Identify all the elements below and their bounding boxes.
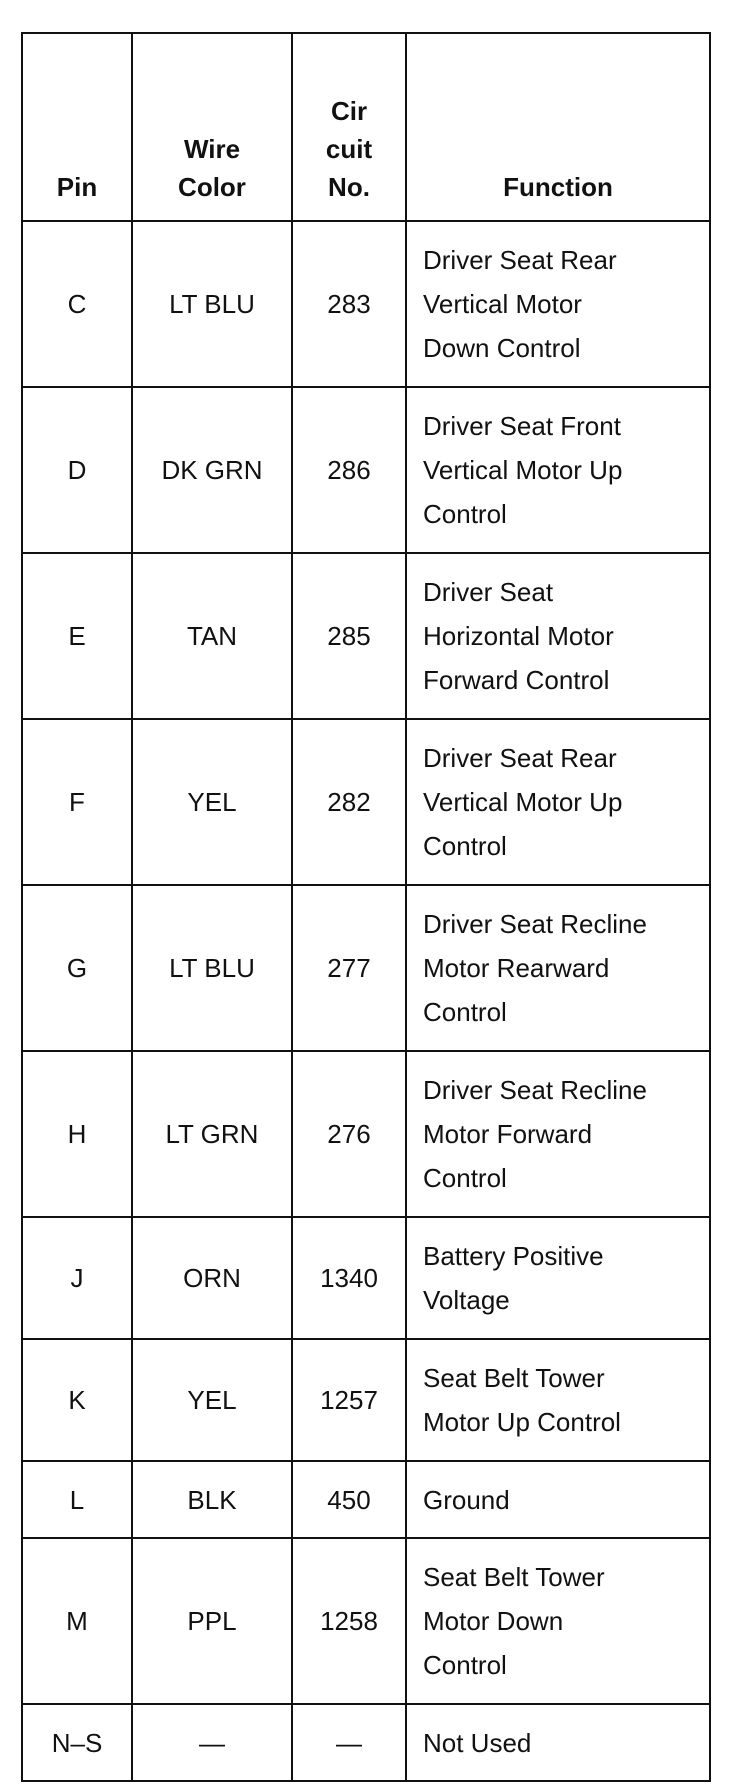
- pin-cell: D: [22, 387, 132, 553]
- circuit-cell: 283: [292, 221, 406, 387]
- wire-color-cell: YEL: [132, 1339, 292, 1461]
- circuit-cell: 286: [292, 387, 406, 553]
- function-cell: Seat Belt Tower Motor Down Control: [406, 1538, 710, 1704]
- circuit-cell: 276: [292, 1051, 406, 1217]
- table-row: [22, 885, 710, 1051]
- wire-color-cell: LT BLU: [132, 221, 292, 387]
- wire-color-cell: YEL: [132, 719, 292, 885]
- pin-cell: H: [22, 1051, 132, 1217]
- connector-pinout-table: [21, 32, 711, 1782]
- pin-cell: J: [22, 1217, 132, 1339]
- pin-cell: K: [22, 1339, 132, 1461]
- table-row: [22, 1538, 710, 1704]
- table-row: [22, 1704, 710, 1781]
- pin-cell: L: [22, 1461, 132, 1538]
- table-row: [22, 387, 710, 553]
- circuit-cell: 277: [292, 885, 406, 1051]
- wire-color-cell: DK GRN: [132, 387, 292, 553]
- table-row: [22, 1461, 710, 1538]
- wire-color-cell: ORN: [132, 1217, 292, 1339]
- pin-cell: M: [22, 1538, 132, 1704]
- wire-color-cell: PPL: [132, 1538, 292, 1704]
- function-cell: Driver Seat Rear Vertical Motor Up Control: [406, 719, 710, 885]
- function-cell: Driver Seat Horizontal Motor Forward Control: [406, 553, 710, 719]
- wire-color-cell: TAN: [132, 553, 292, 719]
- table-row: [22, 553, 710, 719]
- pin-cell: G: [22, 885, 132, 1051]
- header-function: Function: [406, 33, 710, 221]
- pin-cell: E: [22, 553, 132, 719]
- header-pin: Pin: [22, 33, 132, 221]
- table-row: [22, 1217, 710, 1339]
- pin-cell: F: [22, 719, 132, 885]
- function-cell: Driver Seat Recline Motor Forward Control: [406, 1051, 710, 1217]
- wire-color-cell: —: [132, 1704, 292, 1781]
- header-wire-color: Wire Color: [132, 33, 292, 221]
- table-row: [22, 221, 710, 387]
- circuit-cell: 282: [292, 719, 406, 885]
- function-cell: Driver Seat Front Vertical Motor Up Control: [406, 387, 710, 553]
- table-row: [22, 1051, 710, 1217]
- table-row: [22, 1339, 710, 1461]
- circuit-cell: 1340: [292, 1217, 406, 1339]
- circuit-cell: 450: [292, 1461, 406, 1538]
- pin-cell: C: [22, 221, 132, 387]
- header-row: [22, 33, 710, 221]
- function-cell: Driver Seat Recline Motor Rearward Control: [406, 885, 710, 1051]
- wire-color-cell: LT BLU: [132, 885, 292, 1051]
- wire-color-cell: LT GRN: [132, 1051, 292, 1217]
- wire-color-cell: BLK: [132, 1461, 292, 1538]
- pin-cell: N–S: [22, 1704, 132, 1781]
- function-cell: Not Used: [406, 1704, 710, 1781]
- header-circuit-no: Cir cuit No.: [292, 33, 406, 221]
- function-cell: Seat Belt Tower Motor Up Control: [406, 1339, 710, 1461]
- table-row: [22, 719, 710, 885]
- circuit-cell: 285: [292, 553, 406, 719]
- circuit-cell: 1257: [292, 1339, 406, 1461]
- function-cell: Driver Seat Rear Vertical Motor Down Control: [406, 221, 710, 387]
- function-cell: Ground: [406, 1461, 710, 1538]
- circuit-cell: 1258: [292, 1538, 406, 1704]
- circuit-cell: —: [292, 1704, 406, 1781]
- function-cell: Battery Positive Voltage: [406, 1217, 710, 1339]
